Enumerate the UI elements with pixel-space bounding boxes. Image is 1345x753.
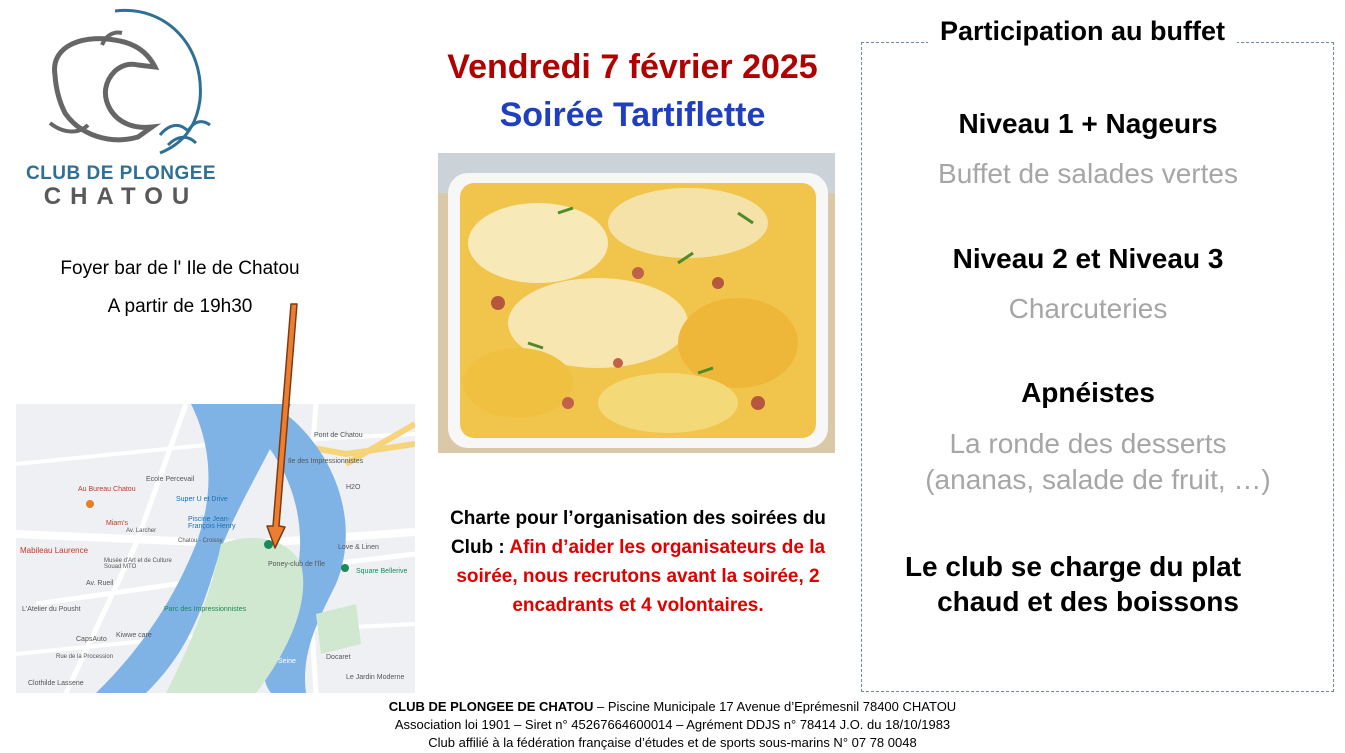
map-label: Kiwwe care	[116, 632, 152, 639]
map-label: Piscine Jean-François Henry	[188, 516, 236, 530]
group-item: Buffet de salades vertes	[938, 158, 1238, 189]
map-label: L'Atelier du Pousht	[22, 606, 81, 613]
map-label: Av. Rueil	[86, 580, 114, 587]
map-label: Chatou - Croissy	[178, 538, 223, 544]
map-label: Rue de la Procession	[56, 654, 114, 660]
map-label: CapsAuto	[76, 636, 107, 643]
map-label: Love & Linen	[338, 544, 379, 551]
footer	[300, 698, 1045, 752]
group-heading: Niveau 1 + Nageurs	[958, 108, 1218, 139]
footer-address: – Piscine Municipale 17 Avenue d’Eprémesnil 78400 CHATOU	[593, 699, 957, 714]
map-label: Miam's	[106, 520, 128, 527]
event-date: Vendredi 7 février 2025	[447, 48, 818, 86]
charter-highlight: Afin d’aider les organisateurs de la soirée, nous recrutons avant la soirée, 2 encadrants et 4 volontaires.	[456, 537, 826, 616]
footer-line2: Association loi 1901 – Siret n° 45267664600014 – Agrément DDJS n° 78414 J.O. du 18/10/1983	[394, 717, 951, 732]
charter-lead: Charte pour l’organisation des soirées du Club	[450, 508, 826, 558]
logo-text-line2: CHATOU	[43, 183, 199, 210]
arrow-down-icon	[258, 300, 308, 552]
group-heading: Apnéistes	[1021, 377, 1155, 408]
map-label: Mabileau Laurence	[20, 546, 89, 555]
footer-line3: Club affilié à la fédération française d’études et de sports sous-marins N° 07 78 0048	[428, 735, 917, 750]
map-label: Super U et Drive	[176, 496, 228, 503]
map-label: Parc des Impressionnistes	[164, 606, 247, 613]
map-label: Poney-club de l'île	[268, 561, 325, 568]
club-logo	[10, 5, 230, 210]
map-pin-icon[interactable]	[341, 564, 349, 572]
footer-club: CLUB DE PLONGEE DE CHATOU	[388, 699, 594, 714]
map-pin-icon[interactable]	[86, 500, 94, 508]
map-label: Ecole Percevail	[146, 476, 195, 483]
group-item-detail: (ananas, salade de fruit, …)	[925, 464, 1271, 495]
tartiflette-photo	[438, 153, 835, 453]
closing-line2: chaud et des boissons	[937, 586, 1239, 617]
panel-title: Participation au buffet	[928, 16, 1237, 47]
group-item: La ronde des desserts	[949, 428, 1227, 459]
map-label: Clothilde Lassene	[28, 680, 84, 687]
map-label: Musée d'Art et de Culture Souad MTO	[104, 558, 172, 570]
map-label: Square Bellerive	[356, 568, 408, 575]
map-label: Docaret	[326, 654, 351, 661]
map-label: Ile des Impressionnistes	[288, 458, 364, 465]
map-label: H2O	[346, 484, 361, 491]
group-heading: Niveau 2 et Niveau 3	[952, 243, 1224, 274]
dolphin-wave-icon	[10, 5, 230, 165]
footer-line1	[300, 698, 1045, 716]
closing-line1: Le club se charge du plat	[904, 551, 1242, 582]
map-label: Pont de Chatou	[314, 432, 363, 439]
map-label: Le Jardin Moderne	[346, 674, 405, 681]
map-label: Av. Larcher	[126, 528, 157, 534]
map-label: Seine	[278, 658, 296, 665]
map-label: Au Bureau Chatou	[78, 486, 136, 493]
charter-separator: :	[493, 537, 510, 558]
logo-text-line1: CLUB DE PLONGEE	[25, 163, 217, 184]
event-title: Soirée Tartiflette	[499, 96, 766, 134]
venue-time: A partir de 19h30	[107, 296, 253, 317]
location-map[interactable]	[16, 404, 415, 693]
charter-text	[450, 504, 826, 620]
venue-name: Foyer bar de l' Ile de Chatou	[60, 258, 300, 279]
group-item: Charcuteries	[1008, 293, 1168, 324]
